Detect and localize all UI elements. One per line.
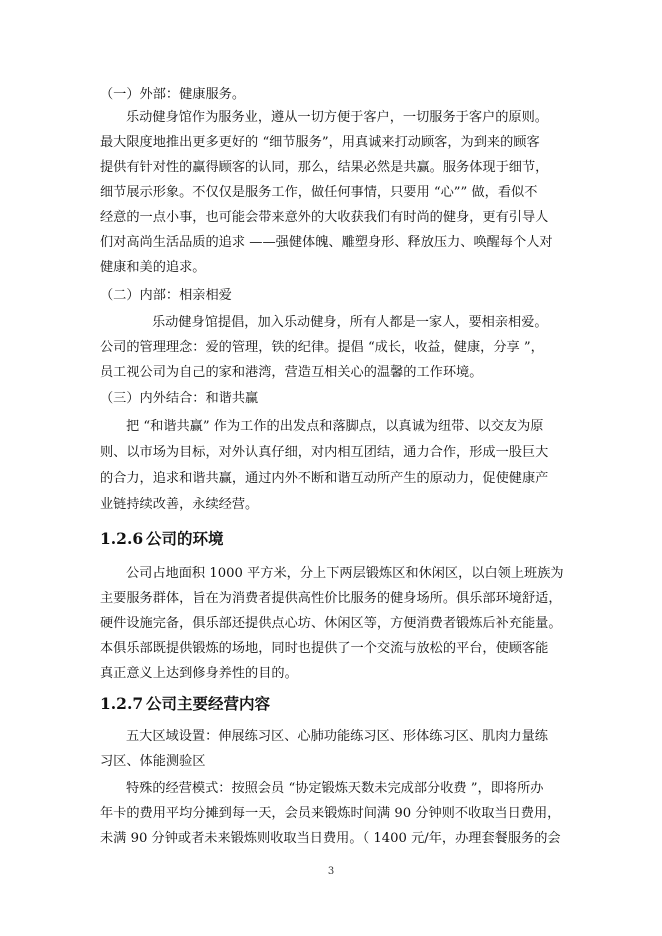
heading-number: 1.2.7	[100, 694, 144, 713]
paragraph-line: 乐动健身馆作为服务业，遵从一切方便于客户，一切服务于客户的原则。	[126, 110, 548, 125]
paragraph-line: 公司占地面积 1000 平方米，分上下两层锻炼区和休闲区，以白领上班族为	[126, 566, 564, 581]
section-heading-business	[100, 693, 270, 715]
paragraph-line: 把 “和谐共赢” 作为工作的出发点和落脚点，以真诚为纽带、以交友为原	[126, 419, 544, 434]
paragraph-line: 未满 90 分钟或者未来锻炼则收取当日费用。（ 1400 元/年，办理套餐服务的会	[100, 831, 561, 846]
section-heading-environment	[100, 528, 224, 550]
paragraph-line: 的合力，追求和谐共赢，通过内外不断和谐互动所产生的原动力，促使健康产	[100, 471, 549, 486]
subheading-external: （一）外部：健康服务。	[100, 87, 246, 102]
paragraph-line: 业链持续改善，永续经营。	[100, 497, 259, 512]
paragraph-line: 最大限度地推出更多更好的 “细节服务”，用真诚来打动顾客，为到来的顾客	[100, 135, 540, 150]
paragraph-line: 特殊的经营模式：按照会员 “协定锻炼天数未完成部分收费 ”，即将所办	[126, 781, 544, 796]
paragraph-line: 习区、体能测验区	[100, 754, 206, 769]
page-number: 3	[327, 866, 335, 877]
paragraph-line: 则、以市场为目标，对外认真仔细，对内相互团结，通力合作，形成一股巨大	[100, 445, 549, 460]
paragraph-line: 真正意义上达到修身养性的目的。	[100, 666, 298, 681]
paragraph-line: 经意的一点小事，也可能会带来意外的大收获我们有时尚的健身，更有引导人	[100, 210, 549, 225]
paragraph-line: 五大区域设置：伸展练习区、心肺功能练习区、形体练习区、肌肉力量练	[126, 729, 548, 744]
paragraph-line: 主要服务群体，旨在为消费者提供高性价比服务的健身场所。俱乐部环境舒适，	[100, 591, 562, 606]
paragraph-line: 提供有针对性的赢得顾客的认同，那么，结果必然是共赢。服务体现于细节，	[100, 160, 549, 175]
subheading-harmony: （三）内外结合：和谐共赢	[100, 391, 259, 406]
paragraph-line: 们对高尚生活品质的追求 ——强健体魄、雕塑身形、释放压力、唤醒每个人对	[100, 235, 553, 250]
paragraph-line: 硬件设施完备，俱乐部还提供点心坊、休闲区等，方便消费者锻炼后补充能量。	[100, 616, 562, 631]
subheading-internal: （二）内部：相亲相爱	[100, 288, 232, 303]
paragraph-line: 乐动健身馆提倡，加入乐动健身，所有人都是一家人，要相亲相爱。	[152, 315, 548, 330]
paragraph-line: 员工视公司为自己的家和港湾，营造互相关心的温馨的工作环境。	[100, 365, 483, 380]
paragraph-line: 本俱乐部既提供锻炼的场地，同时也提供了一个交流与放松的平台，使顾客能	[100, 641, 549, 656]
paragraph-line: 细节展示形象。不仅仅是服务工作，做任何事情，只要用 “心”” 做，看似不	[100, 185, 538, 200]
heading-title: 公司主要经营内容	[146, 694, 271, 713]
paragraph-line: 健康和美的追求。	[100, 260, 206, 275]
heading-number: 1.2.6	[100, 529, 144, 548]
paragraph-line: 年卡的费用平均分摊到每一天，会员来锻炼时间满 90 分钟则不收取当日费用，	[100, 806, 561, 821]
paragraph-line: 公司的管理理念：爱的管理，铁的纪律。提倡 “成长，收益，健康，分享 ”，	[100, 340, 544, 355]
heading-title: 公司的环境	[146, 529, 224, 548]
